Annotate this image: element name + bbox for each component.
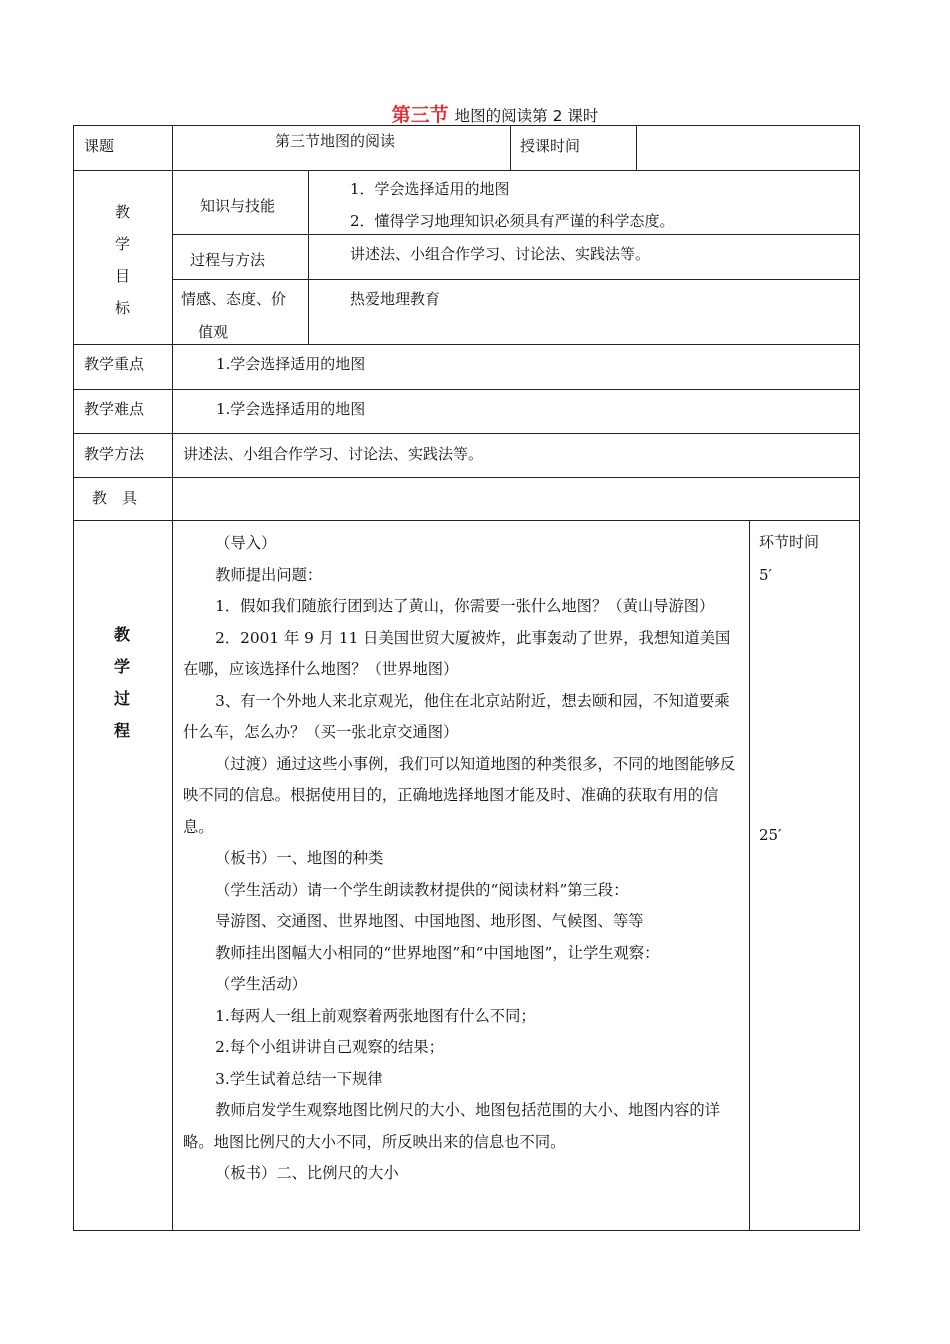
document-title (0, 100, 950, 127)
objective-emotion-value: 热爱地理教育 (350, 290, 441, 308)
topic-value: 第三节地图的阅读 (275, 132, 396, 150)
process-paragraph: 3、有一个外地人来北京观光，他住在北京站附近，想去颐和园，不知道要乘什么车，怎么办？（买一张北京交通图） (183, 691, 730, 741)
tools-label: 教 具 (92, 489, 138, 507)
process-paragraph: （板书）一、地图的种类 (215, 849, 384, 867)
objective-knowledge-line-2: 2．懂得学习地理知识必须具有严谨的科学态度。 (350, 212, 675, 230)
objective-emotion-label-1: 情感、态度、价 (181, 290, 287, 308)
process-paragraph: （板书）二、比例尺的大小 (215, 1164, 399, 1182)
objective-process-value: 讲述法、小组合作学习、讨论法、实践法等。 (350, 245, 651, 263)
class-time-label: 授课时间 (520, 137, 581, 155)
time-header: 环节时间 (759, 533, 820, 551)
topic-label: 课题 (84, 137, 115, 155)
process-paragraph: （导入） (215, 534, 277, 552)
key-point-label: 教学重点 (84, 355, 145, 373)
objective-process-label: 过程与方法 (190, 251, 266, 269)
objective-knowledge-line-1: 1．学会选择适用的地图 (350, 180, 510, 198)
title-text: 地图的阅读第 2 课时 (454, 107, 599, 125)
process-paragraph: （学生活动）请一个学生朗读教材提供的“阅读材料”第三段： (215, 880, 629, 899)
method-value: 讲述法、小组合作学习、讨论法、实践法等。 (183, 445, 484, 463)
process-paragraph: 2.每个小组讲讲自己观察的结果； (215, 1038, 444, 1056)
time-main: 25′ (759, 826, 782, 844)
process-paragraph: 1．假如我们随旅行团到达了黄山，你需要一张什么地图？（黄山导游图） (215, 597, 715, 615)
process-paragraph: 3.学生试着总结一下规律 (215, 1069, 383, 1088)
title-section: 第三节 (391, 104, 449, 126)
difficulty-label: 教学难点 (84, 400, 145, 418)
process-paragraph: 教师挂出图幅大小相同的“世界地图”和“中国地图”，让学生观察： (215, 943, 660, 962)
difficulty-value: 1.学会选择适用的地图 (216, 400, 366, 418)
process-paragraph: 导游图、交通图、世界地图、中国地图、地形图、气候图、等等 (215, 912, 644, 930)
process-paragraph: 教师提出问题： (215, 565, 323, 584)
process-paragraph: 1.每两人一组上前观察着两张地图有什么不同； (215, 1006, 536, 1025)
process-paragraph: （过渡）通过这些小事例，我们可以知道地图的种类很多，不同的地图能够反映不同的信息。根据使用目的，正确地选择地图才能及时、准确的获取有用的信息。 (183, 754, 736, 836)
time-intro: 5′ (759, 566, 772, 584)
objective-emotion-label-2: 值观 (198, 323, 229, 341)
process-paragraph: 2．2001 年 9 月 11 日美国世贸大厦被炸，此事轰动了世界，我想知道美国在哪，应该选择什么地图？（世界地图） (183, 628, 731, 678)
objective-knowledge-label: 知识与技能 (200, 197, 276, 215)
process-paragraph: （学生活动） (215, 975, 307, 993)
method-label: 教学方法 (84, 445, 145, 463)
process-paragraph: 教师启发学生观察地图比例尺的大小、地图包括范围的大小、地图内容的详略。地图比例尺的大小不同，所反映出来的信息也不同。 (183, 1101, 720, 1151)
process-content (183, 528, 739, 1190)
key-point-value: 1.学会选择适用的地图 (216, 355, 366, 373)
